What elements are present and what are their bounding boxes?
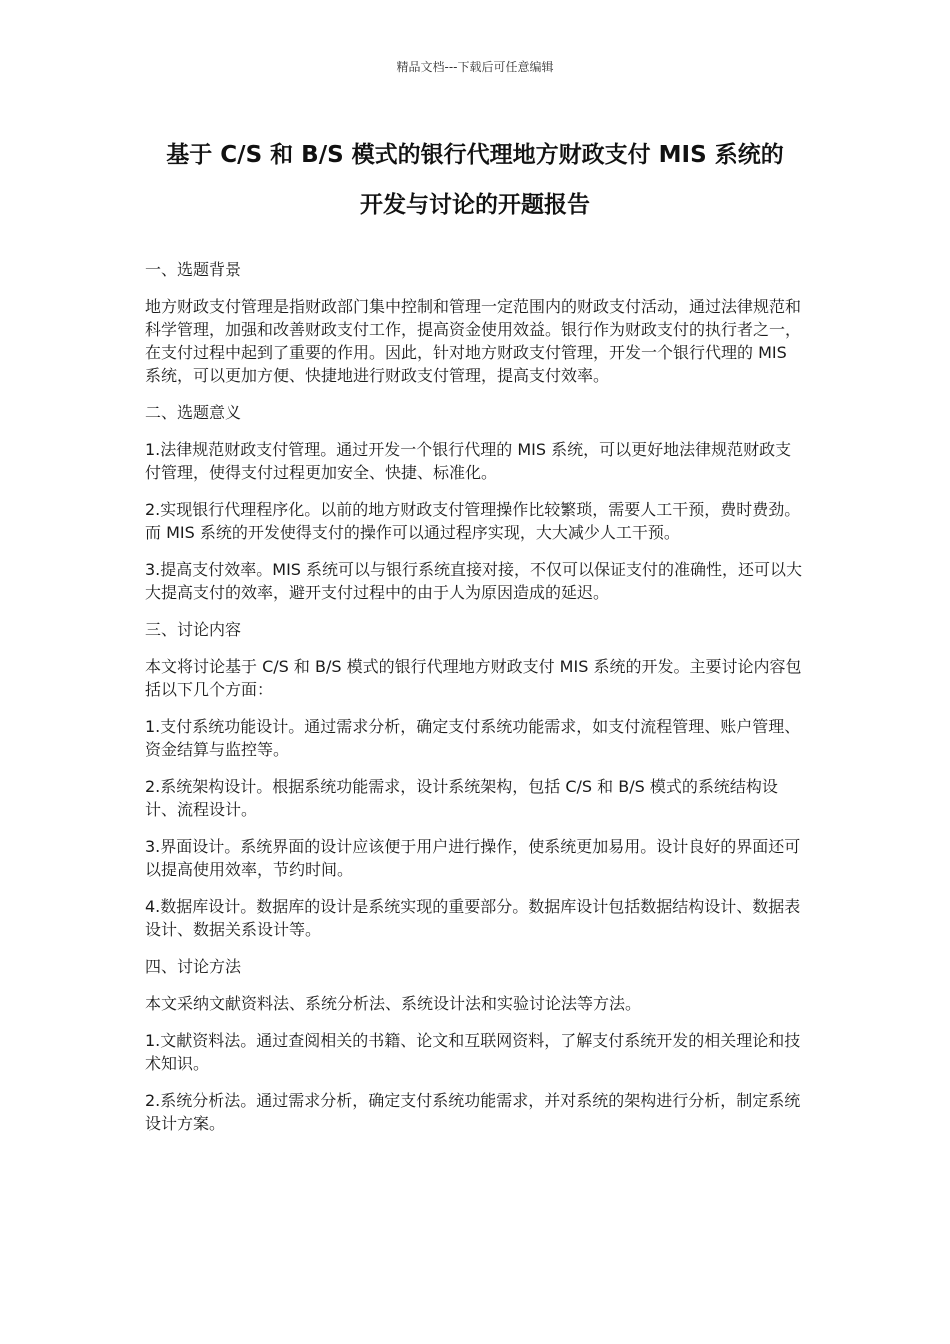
section-heading-content: 三、讨论内容 <box>145 620 242 639</box>
document-title <box>110 130 840 230</box>
paragraph: 地方财政支付管理是指财政部门集中控制和管理一定范围内的财政支付活动，通过法律规范和科学管理，加强和改善财政支付工作，提高资金使用效益。银行作为财政支付的执行者之一，在支付过程中起到了重要的作用。因此，针对地方财政支付管理，开发一个银行代理的 MIS 系统，可以更加方便、快捷地进行财政支付管理，提高支付效率。 <box>145 297 802 385</box>
section-heading-methods: 四、讨论方法 <box>145 957 242 976</box>
paragraph: 1.支付系统功能设计。通过需求分析，确定支付系统功能需求，如支付流程管理、账户管理、资金结算与监控等。 <box>145 717 801 759</box>
paragraph: 2.系统架构设计。根据系统功能需求，设计系统架构，包括 C/S 和 B/S 模式的系统结构设计、流程设计。 <box>145 777 778 819</box>
paragraph: 1.文献资料法。通过查阅相关的书籍、论文和互联网资料，了解支付系统开发的相关理论和技术知识。 <box>145 1031 801 1073</box>
paragraph: 3.界面设计。系统界面的设计应该便于用户进行操作，使系统更加易用。设计良好的界面还可以提高使用效率，节约时间。 <box>145 837 801 879</box>
paragraph: 2.系统分析法。通过需求分析，确定支付系统功能需求，并对系统的架构进行分析，制定系统设计方案。 <box>145 1091 801 1133</box>
title-line-1: 基于 C/S 和 B/S 模式的银行代理地方财政支付 MIS 系统的 <box>166 142 784 168</box>
title-line-2: 开发与讨论的开题报告 <box>360 192 590 218</box>
page-header: 精品文档---下载后可任意编辑 <box>396 60 554 74</box>
document-body <box>145 258 805 1149</box>
paragraph: 2.实现银行代理程序化。以前的地方财政支付管理操作比较繁琐，需要人工干预，费时费劲。而 MIS 系统的开发使得支付的操作可以通过程序实现，大大减少人工干预。 <box>145 500 801 542</box>
paragraph: 本文将讨论基于 C/S 和 B/S 模式的银行代理地方财政支付 MIS 系统的开发。主要讨论内容包括以下几个方面： <box>145 657 802 699</box>
paragraph: 本文采纳文献资料法、系统分析法、系统设计法和实验讨论法等方法。 <box>145 994 642 1013</box>
paragraph: 1.法律规范财政支付管理。通过开发一个银行代理的 MIS 系统，可以更好地法律规范财政支付管理，使得支付过程更加安全、快捷、标准化。 <box>145 440 792 482</box>
section-heading-background: 一、选题背景 <box>145 260 242 279</box>
paragraph: 4.数据库设计。数据库的设计是系统实现的重要部分。数据库设计包括数据结构设计、数据表设计、数据关系设计等。 <box>145 897 801 939</box>
paragraph: 3.提高支付效率。MIS 系统可以与银行系统直接对接，不仅可以保证支付的准确性，还可以大大提高支付的效率，避开支付过程中的由于人为原因造成的延迟。 <box>145 560 803 602</box>
section-heading-significance: 二、选题意义 <box>145 403 242 422</box>
